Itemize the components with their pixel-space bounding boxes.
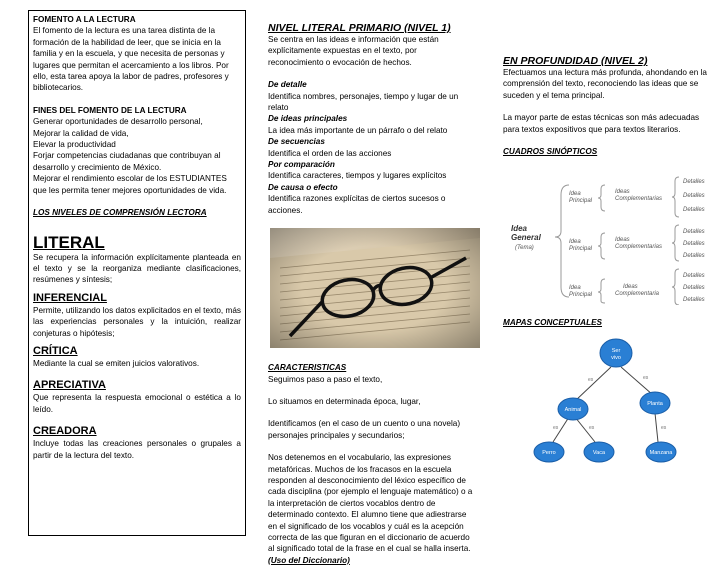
heading-fines: FINES DEL FOMENTO DE LA LECTURA bbox=[33, 105, 187, 115]
item-text: Identifica nombres, personajes, tiempo y lugar de un bbox=[268, 91, 459, 101]
creadora-text: Incluye todas las creaciones personales o grupales a partir de la lectura del texto. bbox=[33, 439, 241, 460]
item-text: La idea más importante de un párrafo o del relato bbox=[268, 125, 448, 135]
synoptic-detail: Detalles bbox=[683, 207, 705, 214]
tecnicas-line: La mayor parte de estas técnicas son más adecuadas bbox=[503, 113, 700, 123]
synoptic-complement: Ideas bbox=[615, 237, 630, 244]
concept-link-label: es bbox=[589, 424, 595, 431]
heading-fomento: FOMENTO A LA LECTURA bbox=[33, 15, 136, 24]
concept-node-label: Vaca bbox=[592, 449, 606, 456]
synoptic-complement: Ideas bbox=[615, 189, 630, 196]
item-label: De causa o efecto bbox=[268, 182, 338, 192]
concept-node-label: Perro bbox=[542, 449, 556, 456]
synoptic-detail: Detalles bbox=[683, 179, 705, 186]
fomento-line: bibliotecarios. bbox=[33, 83, 84, 93]
synoptic-principal: Idea bbox=[569, 239, 581, 246]
item-text: Identifica caracteres, tiempos y lugares explícitos bbox=[268, 171, 447, 181]
synoptic-principal: Principal bbox=[569, 198, 593, 205]
creadora-title: CREADORA bbox=[33, 425, 97, 438]
car-para2: en el significado de los vocablos y cuál es la acepción bbox=[268, 521, 464, 531]
apreciativa-title: APRECIATIVA bbox=[33, 379, 106, 392]
fomento-line: familia y en la escuela, y que necesita de personas y bbox=[33, 49, 225, 59]
concept-map-diagram bbox=[503, 337, 717, 467]
synoptic-detail: Detalles bbox=[683, 285, 705, 292]
synoptic-complement: Complementaria bbox=[615, 291, 660, 298]
synoptic-detail: Detalles bbox=[683, 241, 705, 248]
glasses-on-book-photo bbox=[270, 228, 480, 348]
panel-left bbox=[28, 10, 246, 536]
nivel1-title: NIVEL LITERAL PRIMARIO (NIVEL 1) bbox=[268, 22, 451, 34]
synoptic-chart-diagram bbox=[503, 175, 717, 305]
car-line: Lo situamos en determinada época, lugar, bbox=[268, 396, 421, 406]
item-label: Por comparación bbox=[268, 160, 335, 170]
item-label: De ideas principales bbox=[268, 114, 348, 124]
synoptic-principal: Principal bbox=[569, 292, 593, 299]
fines-line: Mejorar el rendimiento escolar de los ESTUDIANTES bbox=[33, 174, 227, 184]
nivel1-intro: reconocimiento o evocación de hechos. bbox=[268, 57, 412, 67]
synoptic-detail: Detalles bbox=[683, 297, 705, 304]
synoptic-principal: Idea bbox=[569, 191, 581, 198]
car-line: Seguimos paso a paso el texto, bbox=[268, 374, 383, 384]
nivel1-intro: Se centra en las ideas e información que están bbox=[268, 35, 439, 44]
fomento-line: lugares que permitan el acercamiento a los libros. Por bbox=[33, 60, 229, 70]
mapas-title: MAPAS CONCEPTUALES bbox=[503, 318, 603, 328]
nivel1-intro: explícitamente expuestas en el texto, por bbox=[268, 46, 417, 56]
synoptic-detail: Detalles bbox=[683, 273, 705, 280]
nivel2-intro: comprensión del texto, reconociendo las ideas que se bbox=[503, 79, 699, 89]
nivel2-intro: Efectuamos una lectura más profunda, ahondando en la bbox=[503, 68, 707, 77]
synoptic-complement: Ideas bbox=[623, 284, 638, 291]
inferencial-text: Permite, utilizando los datos explicitados en el texto, más las experiencias personales y la intuición, realizar conjeturas o hipótesis; bbox=[33, 305, 241, 338]
concept-node-label: Ser bbox=[611, 347, 621, 354]
synoptic-complement: Complementarias bbox=[615, 196, 663, 203]
inferencial-title: INFERENCIAL bbox=[33, 291, 107, 304]
synoptic-complement: Complementarias bbox=[615, 244, 663, 251]
literal-text: Se recupera la información explícitamente planteada en el texto y se la reorganiza mediante clasificaciones, resúmenes y síntesis; bbox=[33, 252, 241, 285]
item-text: Identifica razones explícitas de ciertos sucesos o bbox=[268, 194, 446, 204]
concept-node-label: Planta bbox=[647, 400, 663, 407]
concept-node-label: Manzana bbox=[649, 449, 673, 456]
nivel2-title: EN PROFUNDIDAD (NIVEL 2) bbox=[503, 55, 648, 67]
fines-line: Forjar competencias ciudadanas que contribuyan al bbox=[33, 151, 221, 161]
concept-link-label: es bbox=[553, 424, 559, 431]
apreciativa-text: Que representa la respuesta emocional o estética a lo leído. bbox=[33, 393, 241, 414]
fomento-line: ello, esta tarea apoya la labor de padres, profesores y bbox=[33, 72, 229, 82]
concept-link-label: es bbox=[643, 374, 649, 381]
caracteristicas-title: CARACTERISTICAS bbox=[268, 363, 347, 373]
item-text: relato bbox=[268, 103, 289, 113]
fines-line: Mejorar la calidad de vida, bbox=[33, 128, 129, 138]
fines-line: que les permita tener mejores oportunidades de vida. bbox=[33, 185, 227, 195]
fines-line: desarrollo y crecimiento de México. bbox=[33, 162, 162, 172]
item-label: De secuencias bbox=[268, 137, 325, 147]
heading-niveles: LOS NIVELES DE COMPRENSIÓN LECTORA bbox=[33, 208, 207, 218]
car-para1: Identificamos (en el caso de un cuento o una novela) bbox=[268, 419, 461, 429]
concept-node-label: vivo bbox=[611, 354, 621, 361]
synoptic-main-label: General bbox=[511, 233, 541, 243]
fomento-line: El fomento de la lectura es una tarea distinta de la bbox=[33, 26, 216, 36]
fomento-line: formación de la habilidad de leer, que se inicia en la bbox=[33, 37, 221, 47]
item-text: acciones. bbox=[268, 205, 303, 215]
fines-line: Generar oportunidades de desarrollo personal, bbox=[33, 117, 203, 127]
critica-title: CRÍTICA bbox=[33, 344, 78, 357]
nivel2-intro: suceden y el tema principal. bbox=[503, 90, 605, 100]
car-para2: responden al desconocimiento del léxico específico de bbox=[268, 475, 466, 485]
synoptic-main-label: (Tema) bbox=[515, 245, 534, 252]
panel-right bbox=[500, 55, 720, 467]
car-para2: la interpretación de ciertos vocablos dentro de bbox=[268, 498, 436, 508]
synoptic-detail: Detalles bbox=[683, 253, 705, 260]
item-text: Identifica el orden de las acciones bbox=[268, 148, 392, 158]
car-para2: correcta de las que figuran en el diccionario de acuerdo bbox=[268, 532, 470, 542]
car-para1: personajes principales y secundarios; bbox=[268, 430, 405, 440]
car-para2: metafóricas. Muchos de los fracasos en la escuela bbox=[268, 464, 452, 474]
synoptic-detail: Detalles bbox=[683, 229, 705, 236]
car-para2: Nos detenemos en el vocabulario, las expresiones bbox=[268, 453, 451, 463]
car-para2: cada disciplina (por ejemplo el lenguaje matemático) o a bbox=[268, 487, 473, 497]
tecnicas-line: para textos expositivos que para textos literarios. bbox=[503, 124, 681, 134]
diccionario-label: (Uso del Diccionario) bbox=[268, 555, 350, 565]
synoptic-principal: Idea bbox=[569, 285, 581, 292]
synoptic-main-label: Idea bbox=[511, 224, 528, 234]
car-para2: al significado total de la frase en el cual se halla inserta. bbox=[268, 544, 471, 554]
synoptic-principal: Principal bbox=[569, 246, 593, 253]
synoptic-detail: Detalles bbox=[683, 193, 705, 200]
fines-line: Elevar la productividad bbox=[33, 140, 116, 150]
concept-link-label: es bbox=[661, 424, 667, 431]
literal-title: LITERAL bbox=[33, 232, 105, 252]
concept-node-label: Animal bbox=[564, 406, 582, 413]
car-para2: determinado contexto. El alumno tiene que adiestrarse bbox=[268, 510, 467, 520]
item-label: De detalle bbox=[268, 80, 307, 90]
cuadros-title: CUADROS SINÓPTICOS bbox=[503, 147, 598, 157]
concept-link-label: es bbox=[588, 376, 594, 383]
panel-middle bbox=[264, 22, 482, 566]
critica-text: Mediante la cual se emiten juicios valorativos. bbox=[33, 358, 200, 368]
